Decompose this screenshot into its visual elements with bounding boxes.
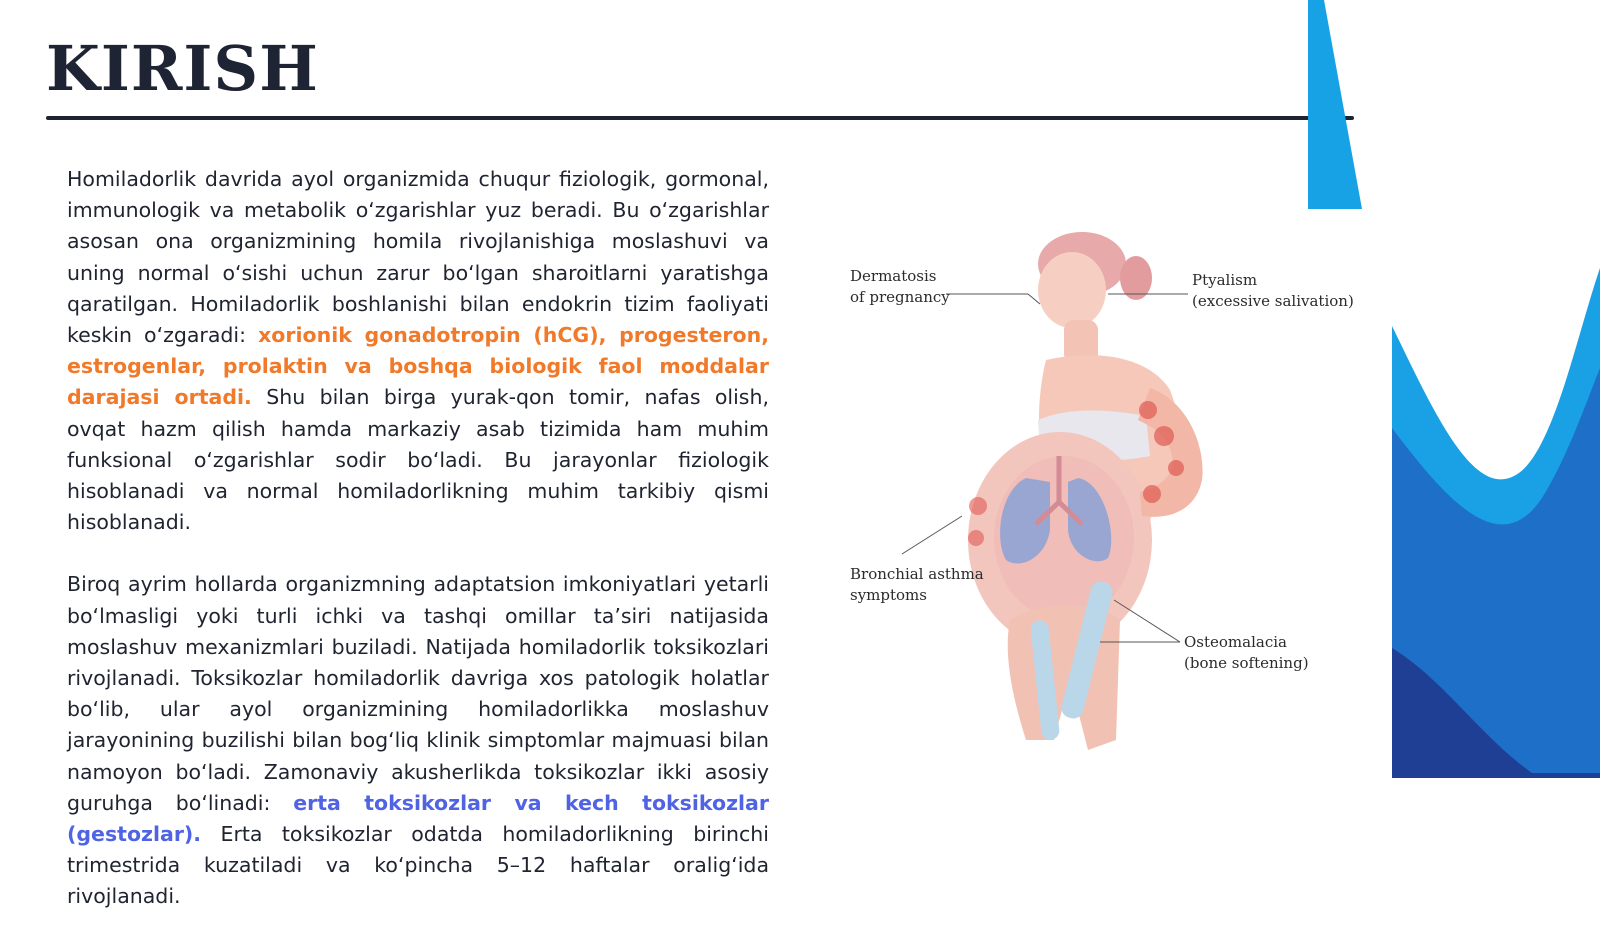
hormones-highlight: xorionik gonadotropin (hCG), progesteron, estrogenlar, prolaktin va boshqa biologik faol moddalar darajasi ortadi. <box>67 323 769 410</box>
label-bronchial-asthma <box>850 564 984 606</box>
label-osteomalacia <box>1184 632 1309 674</box>
label-dermatosis <box>850 266 950 308</box>
paragraph2-text-start: Biroq ayrim hollarda organizmning adaptatsion imkoniyatlari yetarli bo‘lmasligi yoki turli ichki va tashqi omillar ta’siri natijasida moslashuv mexanizmlari buziladi. Natijada homiladorlik toksikozlari rivojlanadi. Toksikozlar homiladorlik davriga xos patologik holatlar bo‘lib, ular ayol organizmining homiladorlikka moslashuv jarayonining buzilishi bilan bog‘liq klinik simptomlar majmuasi bilan namoyon bo‘ladi. Zamonaviy akusherlikda toksikozlar ikki asosiy guruhga bo‘linadi: <box>67 572 769 815</box>
label-asthma-line2: symptoms <box>850 586 927 604</box>
slide-title: KIRISH <box>46 32 319 105</box>
label-asthma-line1: Bronchial asthma <box>850 565 984 583</box>
paragraph1-text-end: Shu bilan birga yurak-qon tomir, nafas olish, ovqat hazm qilish hamda markaziy asab tizimida ham muhim funksional o‘zgarishlar sodir bo‘ladi. Bu jarayonlar fiziologik hisoblanadi va normal homiladorlikning muhim tarkibiy qismi hisoblanadi. <box>67 385 770 535</box>
label-dermatosis-line1: Dermatosis <box>850 267 937 285</box>
pregnancy-illustration <box>850 220 1370 760</box>
label-ptyalism <box>1192 270 1354 312</box>
paragraph-toxicosis <box>67 569 769 912</box>
paragraph2-text-end: Erta toksikozlar odatda homiladorlikning birinchi trimestrida kuzatiladi va ko‘pincha 5–12 haftalar oralig‘ida rivojlanadi. <box>67 822 769 909</box>
paragraph-physiological-changes <box>67 164 769 538</box>
decorative-blue-shape-top <box>1300 0 1380 212</box>
title-divider <box>46 116 1354 120</box>
toxicosis-types-highlight: erta toksikozlar va kech toksikozlar (gestozlar). <box>67 790 769 847</box>
label-dermatosis-line2: of pregnancy <box>850 288 950 306</box>
paragraph1-text-start: Homiladorlik davrida ayol organizmida chuqur fiziologik, gormonal, immunologik va metabolik o‘zgarishlar yuz beradi. Bu o‘zgarishlar asosan ona organizmining homila rivojlanishiga moslashuvi va uning normal o‘sishi uchun zarur bo‘lgan sharoitlarni yaratishga qaratilgan. Homiladorlik boshlanishi bilan endokrin tizim faoliyati keskin o‘zgaradi: <box>67 167 769 348</box>
label-ptyalism-line1: Ptyalism <box>1192 271 1258 289</box>
intro-text <box>67 164 769 944</box>
label-osteomalacia-line1: Osteomalacia <box>1184 633 1287 651</box>
label-osteomalacia-line2: (bone softening) <box>1184 654 1309 672</box>
label-ptyalism-line2: (excessive salivation) <box>1192 292 1354 310</box>
decorative-blue-wave-right <box>1392 268 1600 778</box>
